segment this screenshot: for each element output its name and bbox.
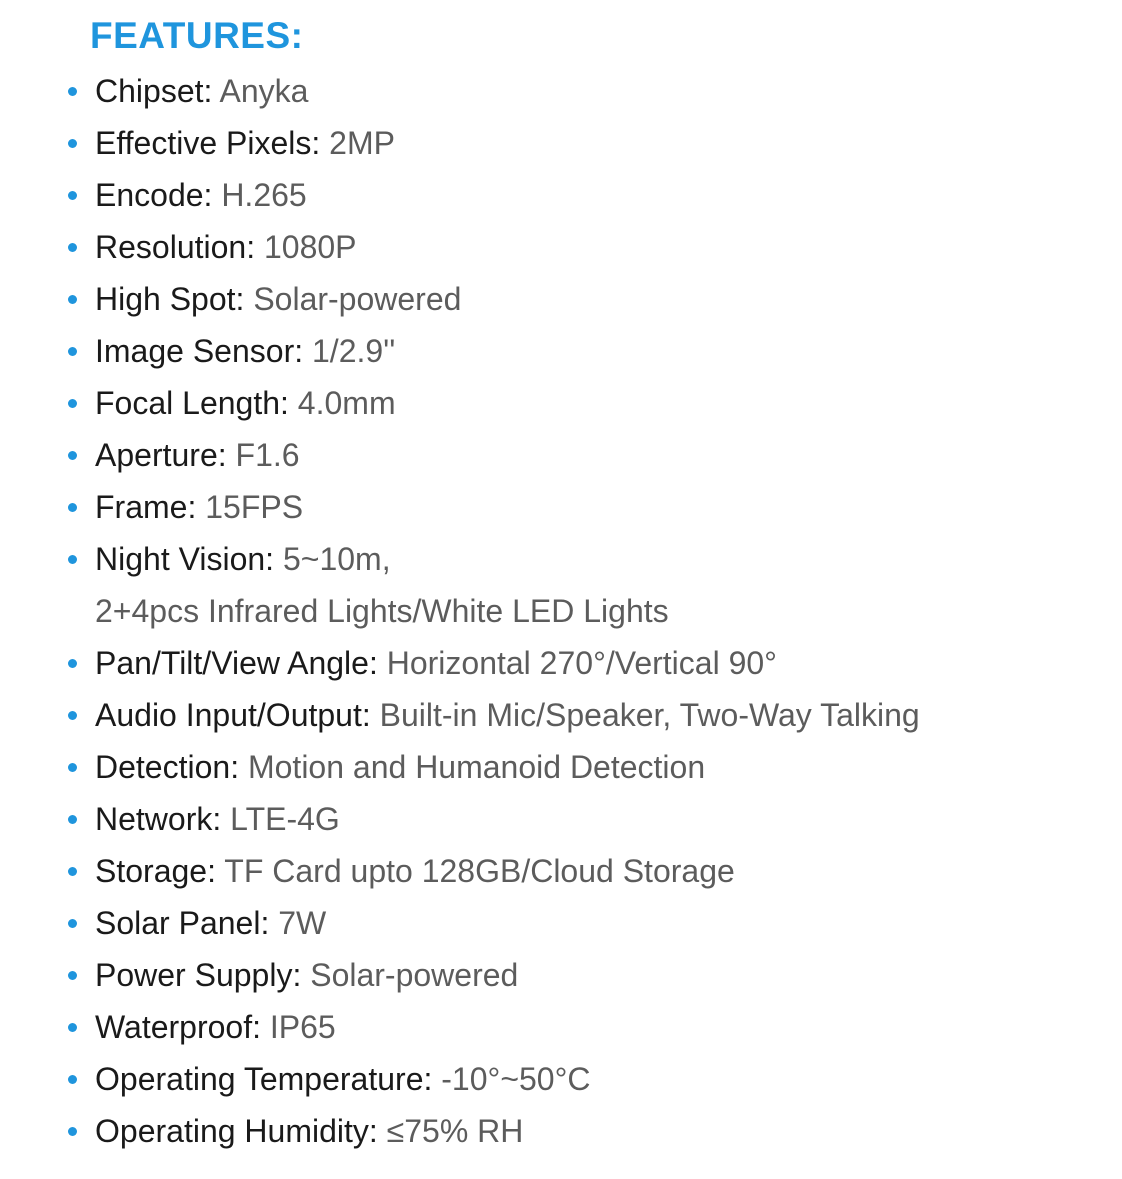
feature-value-continuation: 2+4pcs Infrared Lights/White LED Lights bbox=[95, 593, 669, 629]
features-title: FEATURES: bbox=[90, 15, 304, 56]
feature-label: Network: bbox=[95, 801, 222, 837]
bullet-dot-icon bbox=[68, 139, 77, 148]
feature-label: Operating Humidity: bbox=[95, 1113, 378, 1149]
feature-value: 5~10m, bbox=[282, 541, 391, 577]
feature-label: Storage: bbox=[95, 853, 216, 889]
feature-item-frame bbox=[0, 481, 1122, 533]
feature-label: Audio Input/Output: bbox=[95, 697, 371, 733]
bullet-dot-icon bbox=[68, 711, 77, 720]
feature-value: Built-in Mic/Speaker, Two-Way Talking bbox=[379, 697, 920, 733]
feature-item-high-spot bbox=[0, 273, 1122, 325]
bullet-dot-icon bbox=[68, 1127, 77, 1136]
bullet-dot-icon bbox=[68, 295, 77, 304]
feature-value: Solar-powered bbox=[310, 957, 519, 993]
feature-value: H.265 bbox=[221, 177, 307, 213]
feature-value: TF Card upto 128GB/Cloud Storage bbox=[224, 853, 735, 889]
feature-item-effective-pixels bbox=[0, 117, 1122, 169]
feature-value: Motion and Humanoid Detection bbox=[247, 749, 706, 785]
feature-label: Effective Pixels: bbox=[95, 125, 321, 161]
feature-value: Anyka bbox=[219, 73, 309, 109]
feature-label: Night Vision: bbox=[95, 541, 275, 577]
feature-value: 2MP bbox=[329, 125, 395, 161]
feature-value: Solar-powered bbox=[253, 281, 462, 317]
bullet-dot-icon bbox=[68, 87, 77, 96]
feature-item-storage bbox=[0, 845, 1122, 897]
feature-item-waterproof bbox=[0, 1001, 1122, 1053]
feature-item-solar-panel bbox=[0, 897, 1122, 949]
bullet-dot-icon bbox=[68, 659, 77, 668]
feature-item-aperture bbox=[0, 429, 1122, 481]
bullet-dot-icon bbox=[68, 867, 77, 876]
feature-value: LTE-4G bbox=[230, 801, 340, 837]
bullet-dot-icon bbox=[68, 347, 77, 356]
bullet-dot-icon bbox=[68, 451, 77, 460]
feature-item-detection bbox=[0, 741, 1122, 793]
feature-item-pan-tilt-view-angle bbox=[0, 637, 1122, 689]
bullet-dot-icon bbox=[68, 1023, 77, 1032]
feature-label: Focal Length: bbox=[95, 385, 289, 421]
bullet-dot-icon bbox=[68, 1075, 77, 1084]
feature-item-audio-input-output bbox=[0, 689, 1122, 741]
feature-value: 1080P bbox=[263, 229, 357, 265]
feature-label: Pan/Tilt/View Angle: bbox=[95, 645, 378, 681]
feature-item-resolution bbox=[0, 221, 1122, 273]
feature-label: Solar Panel: bbox=[95, 905, 270, 941]
feature-value: ≤75% RH bbox=[386, 1113, 524, 1149]
feature-label: Power Supply: bbox=[95, 957, 302, 993]
feature-label: Waterproof: bbox=[95, 1009, 261, 1045]
feature-item-night-vision bbox=[0, 533, 1122, 585]
bullet-dot-icon bbox=[68, 555, 77, 564]
feature-value: 7W bbox=[278, 905, 327, 941]
feature-item-encode bbox=[0, 169, 1122, 221]
bullet-dot-icon bbox=[68, 971, 77, 980]
feature-label: Aperture: bbox=[95, 437, 227, 473]
bullet-dot-icon bbox=[68, 191, 77, 200]
feature-item-operating-humidity bbox=[0, 1105, 1122, 1157]
bullet-dot-icon bbox=[68, 815, 77, 824]
feature-value: IP65 bbox=[269, 1009, 336, 1045]
feature-item-power-supply bbox=[0, 949, 1122, 1001]
bullet-dot-icon bbox=[68, 919, 77, 928]
feature-label: Detection: bbox=[95, 749, 240, 785]
feature-item-network bbox=[0, 793, 1122, 845]
bullet-dot-icon bbox=[68, 399, 77, 408]
feature-item-focal-length bbox=[0, 377, 1122, 429]
feature-item-chipset bbox=[0, 65, 1122, 117]
feature-label: Resolution: bbox=[95, 229, 256, 265]
feature-value: 1/2.9'' bbox=[312, 333, 396, 369]
bullet-dot-icon bbox=[68, 763, 77, 772]
feature-label: High Spot: bbox=[95, 281, 245, 317]
feature-label: Operating Temperature: bbox=[95, 1061, 433, 1097]
feature-value: 4.0mm bbox=[297, 385, 396, 421]
bullet-dot-icon bbox=[68, 503, 77, 512]
feature-item-operating-temperature bbox=[0, 1053, 1122, 1105]
feature-item-image-sensor bbox=[0, 325, 1122, 377]
feature-item-night-vision-continuation bbox=[0, 585, 1122, 637]
feature-value: Horizontal 270°/Vertical 90° bbox=[386, 645, 777, 681]
feature-value: -10°~50°C bbox=[441, 1061, 591, 1097]
feature-label: Frame: bbox=[95, 489, 197, 525]
features-list bbox=[0, 65, 1122, 1157]
feature-label: Image Sensor: bbox=[95, 333, 304, 369]
feature-value: 15FPS bbox=[205, 489, 304, 525]
bullet-dot-icon bbox=[68, 243, 77, 252]
feature-label: Chipset: bbox=[95, 73, 213, 109]
feature-value: F1.6 bbox=[235, 437, 300, 473]
feature-label: Encode: bbox=[95, 177, 213, 213]
